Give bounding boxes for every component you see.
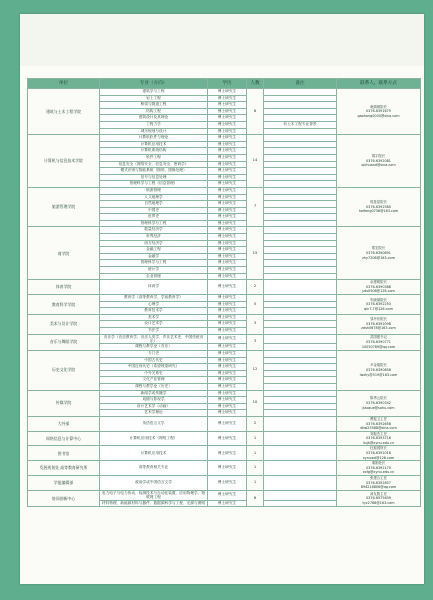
contact-cell [337,280,421,295]
contact-cell [337,227,421,280]
degree-cell: 博士研究生 [208,135,247,142]
degree-cell: 博士研究生 [208,214,247,221]
major-cell: 设计艺术学（动画） [100,403,208,410]
contact-cell [337,390,421,416]
document-page [20,14,424,584]
contact-phone: 0376-6575639 [366,496,391,501]
major-cell: 音乐学（音乐教育学、音乐人类学、声乐艺术史、中国传统音乐） [100,334,208,344]
contact-person: 曹振卫主任 [370,416,387,421]
unit-name: 美术与设计学院 [28,314,100,334]
contact-person: 奥婧婧院长 [370,104,387,109]
note-cell [264,344,337,351]
major-cell: 信号与信息处理 [100,174,208,181]
note-cell [264,115,337,122]
note-cell [264,89,337,96]
note-cell [264,280,337,295]
degree-cell: 博士研究生 [208,301,247,308]
major-cell: 结构工程 [100,108,208,115]
major-cell: 政治学或中国语言文学 [100,476,208,491]
note-cell [264,295,337,302]
degree-cell: 博士研究生 [208,383,247,390]
note-cell [264,390,337,397]
contact-person: 邹丹东院长 [370,317,387,322]
note-cell [264,214,337,221]
major-cell: 计算机应用技术（网络工程） [100,431,208,446]
note-cell [264,327,337,334]
note-cell [264,135,337,142]
note-cell [264,357,337,364]
degree-cell: 博士研究生 [208,295,247,302]
note-cell [264,377,337,384]
degree-cell: 博士研究生 [208,314,247,321]
degree-cell: 博士研究生 [208,154,247,161]
note-cell [264,234,337,241]
major-cell: 电力电子与电力传动、检测技术与自动化装置、应用物理学、物联网工程 [100,490,208,500]
major-cell: 金融学 [100,253,208,260]
contact-email[interactable]: zdsh0678@163.com [361,326,396,331]
degree-cell: 博士研究生 [208,446,247,461]
contact-phone: 0376-6392253 [366,302,391,307]
degree-cell: 博士研究生 [208,364,247,371]
major-cell: 软件工程 [100,154,208,161]
major-cell: 信息安全（网络安全、信息安全、密码学） [100,161,208,168]
note-cell [264,431,337,446]
header-contact: 联系人、联系方式 [337,79,421,89]
degree-cell: 博士研究生 [208,168,247,175]
headcount-cell: 1 [247,476,264,491]
major-cell: 美术学 [100,314,208,321]
contact-email[interactable]: haifeng0736@163.com [358,209,399,214]
table-row [28,476,421,491]
contact-phone: 0376-6392580 [366,204,391,209]
note-cell [264,308,337,315]
note-cell [264,174,337,181]
note-cell [264,154,337,161]
table-row [28,431,421,446]
headcount-cell: 1 [247,461,264,476]
degree-cell: 博士研究生 [208,174,247,181]
contact-cell [337,476,421,491]
note-cell [264,301,337,308]
note-cell [264,446,337,461]
note-cell [264,95,337,102]
table-row [28,446,421,461]
degree-cell: 博士研究生 [208,403,247,410]
major-cell: 新闻学或传播学 [100,390,208,397]
contact-email[interactable]: xxfg@xynu.edu.cn [362,470,395,475]
contact-phone: 0376-6390368 [366,284,391,289]
unit-name: 图书馆 [28,446,100,461]
degree-cell: 博士研究生 [208,410,247,417]
unit-name: 建筑与土木工程学院 [28,89,100,135]
note-cell [264,410,337,417]
headcount-cell: 6 [247,490,264,506]
major-cell: 课程与教学论（历史） [100,383,208,390]
table-row [28,135,421,142]
recruitment-table [27,78,421,507]
degree-cell: 博士研究生 [208,128,247,135]
contact-phone: 0376-6392170 [366,465,391,470]
degree-cell: 博士研究生 [208,390,247,397]
note-cell [264,260,337,267]
contact-person: 胡宇院长 [371,154,386,159]
degree-cell: 博士研究生 [208,308,247,315]
note-cell [264,461,337,476]
note-cell [264,128,337,135]
degree-cell: 博士研究生 [208,431,247,446]
major-cell: 桥梁与隧道工程 [100,102,208,109]
contact-person: 朱晓斌院长 [370,297,387,302]
contact-cell [337,446,421,461]
header-degree: 学历 [208,79,247,89]
table-row [28,334,421,344]
note-cell [264,187,337,194]
major-cell: 旅游管理 [100,187,208,194]
unit-name: 体育学院 [28,280,100,295]
table-row [28,280,421,295]
degree-cell: 博士研究生 [208,108,247,115]
contact-cell [337,135,421,188]
note-cell [264,273,337,280]
major-cell: 中外关系史 [100,370,208,377]
note-cell [264,416,337,431]
major-cell: 材料物理、新能源材料与器件、数据源科学与工程、光源与照明 [100,500,208,507]
contact-cell [337,350,421,390]
note-cell [264,194,337,201]
contact-person: 秦刚处长 [371,461,386,466]
degree-cell: 博士研究生 [208,207,247,214]
major-cell: 高等教育相关专业 [100,461,208,476]
note-cell [264,220,337,227]
degree-cell: 博士研究生 [208,220,247,227]
note-cell [264,168,337,175]
unit-name: 教育科学学院 [28,295,100,315]
contact-person: 武国强书记 [370,335,387,340]
unit-name: 大外部 [28,416,100,431]
major-cell: 计算机应用技术 [100,446,208,461]
contact-email[interactable]: xynuwd@126.com [362,455,395,460]
contact-person: 余建明院长 [370,280,387,285]
note-cell [264,102,337,109]
contact-person: 尹金翔院长 [370,363,387,368]
headcount-cell: 5 [247,295,264,315]
contact-email[interactable]: 10050789@qq.com [361,344,396,349]
contact-phone: 0376-6392658 [366,421,391,426]
header-unit: 单位 [28,79,100,89]
unit-name: 协同创新中心 [28,490,100,506]
unit-name: 商学院 [28,227,100,280]
degree-cell: 博士研究生 [208,253,247,260]
degree-cell: 博士研究生 [208,89,247,96]
contact-phone: 0376-6390858 [366,367,391,372]
major-cell: 工程力学 [100,121,208,128]
contact-email[interactable]: zhy7208@163.com [362,255,395,260]
contact-phone: 0376-6391675 [366,109,391,114]
major-cell: 计算机应用技术 [100,141,208,148]
major-cell: 人文地理学 [100,194,208,201]
contact-phone: 0376-6390771 [366,339,391,344]
degree-cell: 博士研究生 [208,227,247,234]
degree-cell: 博士研究生 [208,161,247,168]
major-cell: 金融工程 [100,247,208,254]
major-cell: 自然地理学 [100,201,208,208]
headcount-cell: 2 [247,280,264,295]
major-cell: 心理学 [100,301,208,308]
note-cell [264,240,337,247]
note-cell [264,490,337,500]
contact-email[interactable]: tyc2768@163.com [362,500,395,505]
major-cell: 课程与教学论（音乐） [100,344,208,351]
contact-cell [337,461,421,476]
contact-cell [337,187,421,227]
note-cell [264,364,337,371]
degree-cell: 博士研究生 [208,141,247,148]
major-cell: 数量经济学 [100,227,208,234]
headcount-cell: 6 [247,89,264,135]
degree-cell: 博士研究生 [208,377,247,384]
contact-phone: 0376-6392018 [366,451,391,456]
major-cell: 管理科学与工程（信息管理） [100,181,208,188]
page-top-band [20,14,424,66]
headcount-cell: 3 [247,334,264,350]
note-cell [264,108,337,115]
major-cell: 城市规划与设计 [100,128,208,135]
degree-cell: 博士研究生 [208,201,247,208]
table-row [28,227,421,234]
degree-cell: 博士研究生 [208,260,247,267]
degree-cell: 博士研究生 [208,234,247,241]
degree-cell: 博士研究生 [208,121,247,128]
note-cell [264,227,337,234]
table-row [28,461,421,476]
degree-cell: 博士研究生 [208,416,247,431]
degree-cell: 博士研究生 [208,95,247,102]
degree-cell: 博士研究生 [208,350,247,357]
contact-email[interactable]: lwzhy@519@163.com [359,372,398,377]
degree-cell: 博士研究生 [208,327,247,334]
table-row [28,187,421,194]
unit-name: 传媒学院 [28,390,100,416]
major-cell: 中国史 [100,207,208,214]
degree-cell: 博士研究生 [208,240,247,247]
table-row [28,490,421,500]
degree-cell: 博士研究生 [208,461,247,476]
contact-person: 郭星星院长 [370,200,387,205]
contact-email[interactable]: 894216806@qq.com [360,485,397,490]
contact-cell [337,295,421,315]
headcount-cell: 7 [247,187,264,227]
major-cell: 中国古代史 [100,357,208,364]
headcount-cell: 15 [247,227,264,280]
major-cell: 戏剧与影视学 [100,397,208,404]
contact-person: 郑宏院长 [371,246,386,251]
headcount-cell: 10 [247,390,264,416]
contact-email[interactable]: gaohong0000@sina.com [357,113,400,118]
note-cell [264,207,337,214]
major-cell: 岩土工程 [100,95,208,102]
major-cell: 书法学 [100,327,208,334]
major-cell: 世界史 [100,214,208,221]
unit-name: 历史文化学院 [28,350,100,390]
degree-cell: 博士研究生 [208,267,247,274]
note-cell [264,148,337,155]
contact-email[interactable]: yds0508@126.com [362,289,395,294]
contact-person: 张建合主任 [370,476,387,481]
major-cell: 教育技术学 [100,308,208,315]
degree-cell: 博士研究生 [208,397,247,404]
major-cell: 专门史 [100,350,208,357]
degree-cell: 博士研究生 [208,370,247,377]
contact-phone: 0376-6390891 [366,251,391,256]
degree-cell: 博士研究生 [208,280,247,295]
note-cell [264,201,337,208]
note-cell [264,370,337,377]
major-cell: 统计学 [100,267,208,274]
contact-phone: 0376-6390342 [366,400,391,405]
note-cell [264,500,337,507]
contact-phone: 0376-6393716 [366,436,391,441]
degree-cell: 博士研究生 [208,247,247,254]
contact-email[interactable]: liujh@xynu.edu.cn [362,440,395,445]
headcount-cell: 14 [247,135,264,188]
major-cell: 建筑设计及其理论 [100,115,208,122]
contact-email[interactable]: dbw25588@sina.com [360,426,397,431]
contact-cell [337,89,421,135]
table-row [28,314,421,321]
table-row [28,416,421,431]
headcount-cell: 3 [247,314,264,334]
note-cell [264,267,337,274]
note-cell [264,403,337,410]
note-cell [264,161,337,168]
note-cell: 有土木工程专业背景 [264,121,337,128]
contact-person: 刘振杰主任 [370,431,387,436]
contact-cell [337,314,421,334]
unit-name: 计算机与信息技术学院 [28,135,100,188]
headcount-cell: 1 [247,446,264,461]
table-header-row [28,79,421,89]
major-cell: 模式识别与智能系统（图形、图像处理） [100,168,208,175]
major-cell: 计算机软件与理论 [100,135,208,142]
note-cell [264,350,337,357]
degree-cell: 博士研究生 [208,490,247,500]
note-cell [264,141,337,148]
contact-email[interactable]: jiaoxue@sohu.com [362,405,395,410]
contact-person: 陈秀云院长 [370,396,387,401]
major-cell: 西方经济学 [100,240,208,247]
unit-name: 学报编辑部 [28,476,100,491]
contact-cell [337,431,421,446]
major-cell: 英语语言文学 [100,416,208,431]
contact-cell [337,334,421,350]
degree-cell: 博士研究生 [208,181,247,188]
degree-cell: 博士研究生 [208,187,247,194]
degree-cell: 博士研究生 [208,500,247,507]
contact-phone: 0376-6392081 [366,158,391,163]
note-cell [264,314,337,321]
major-cell: 设计艺术学 [100,321,208,328]
table-row [28,89,421,96]
table-row [28,295,421,302]
unit-name: 网络信息与计算中心 [28,431,100,446]
major-cell: 文化产业管理 [100,377,208,384]
header-major: 专业（方向） [100,79,208,89]
degree-cell: 博士研究生 [208,344,247,351]
contact-person: 杜振国馆长 [370,446,387,451]
unit-name: 旅游管理学院 [28,187,100,227]
contact-cell [337,490,421,506]
contact-person: 汤友胜主任 [370,491,387,496]
degree-cell: 博士研究生 [208,357,247,364]
unit-name: 音乐与舞蹈学院 [28,334,100,350]
table-row [28,350,421,357]
contact-cell [337,416,421,431]
note-cell [264,397,337,404]
degree-cell: 博士研究生 [208,476,247,491]
unit-name: 发展规划处 高等教育研究所 [28,461,100,476]
headcount-cell: 12 [247,350,264,390]
major-cell: 企业管理 [100,273,208,280]
degree-cell: 博士研究生 [208,273,247,280]
contact-phone: 0376-6392857 [366,480,391,485]
major-cell: 世界经济 [100,234,208,241]
note-cell [264,321,337,328]
degree-cell: 博士研究生 [208,115,247,122]
headcount-cell: 1 [247,431,264,446]
degree-cell: 博士研究生 [208,102,247,109]
major-cell: 管理科学与工程 [100,220,208,227]
major-cell: 体育学 [100,280,208,295]
degree-cell: 博士研究生 [208,321,247,328]
major-cell: 建筑学与工程 [100,89,208,96]
note-cell [264,181,337,188]
note-cell [264,253,337,260]
major-cell: 教育学（高等教育学、学前教育学） [100,295,208,302]
note-cell [264,476,337,491]
major-cell: 计算机系统结构 [100,148,208,155]
contact-phone: 0376-6392098 [366,321,391,326]
contact-email[interactable]: qichuand@sina.com [361,163,396,168]
headcount-cell: 2 [247,416,264,431]
header-note: 备注 [264,79,337,89]
note-cell [264,247,337,254]
note-cell [264,383,337,390]
major-cell: 管理科学与工程 [100,260,208,267]
note-cell [264,334,337,344]
major-cell: 艺术学理论 [100,410,208,417]
header-count: 人数 [247,79,264,89]
contact-email[interactable]: qin7.7@126.com [364,306,393,311]
degree-cell: 博士研究生 [208,148,247,155]
major-cell: 中国近现代史（希望敦煌研究） [100,364,208,371]
degree-cell: 博士研究生 [208,194,247,201]
table-row [28,390,421,397]
degree-cell: 博士研究生 [208,334,247,344]
